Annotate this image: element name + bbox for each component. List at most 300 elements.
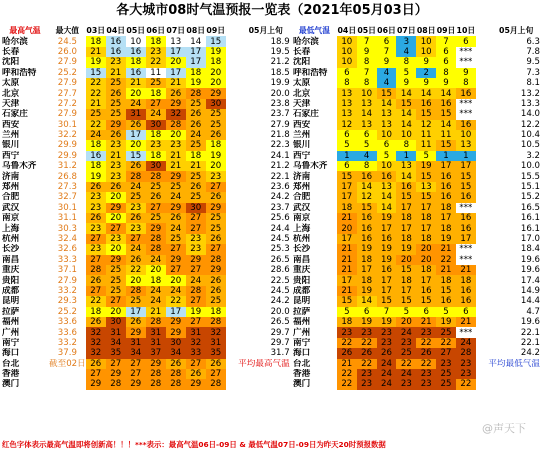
- city-name: 郑州: [2, 182, 20, 193]
- city-name: 拉萨: [2, 306, 20, 317]
- record-value: 29.9: [57, 150, 77, 161]
- spacer-cell: [226, 78, 238, 88]
- temp-cell: 23: [186, 234, 206, 244]
- temp-cell: 24: [126, 99, 146, 109]
- spacer-cell: [226, 348, 238, 358]
- temp-cell: 18: [436, 203, 456, 213]
- spacer-cell: [226, 338, 238, 348]
- temp-cell: 13: [396, 161, 416, 171]
- temp-cell: 6: [436, 57, 456, 67]
- temp-cell: 22: [416, 338, 436, 348]
- ten-day-avg: 20.0: [270, 306, 290, 317]
- temp-cell: 1: [436, 151, 456, 161]
- city-name: 西宁: [293, 150, 311, 161]
- record-value: [49, 379, 86, 389]
- temp-cell: 24: [166, 192, 186, 202]
- temp-cell: 5: [416, 151, 436, 161]
- temp-cell: 27: [126, 359, 146, 369]
- spacer-cell: [226, 265, 238, 275]
- city-name: 重庆: [2, 265, 20, 276]
- temp-cell: 32: [86, 338, 106, 348]
- temp-cell: 16: [456, 120, 476, 130]
- temp-cell: 27: [146, 203, 166, 213]
- temp-cell: 20: [396, 255, 416, 265]
- temp-cell: 20: [416, 255, 436, 265]
- temp-cell: 22: [86, 120, 106, 130]
- temp-cell: 23: [106, 140, 126, 150]
- temp-cell: 21: [126, 78, 146, 88]
- temp-cell: 18: [206, 140, 226, 150]
- spacer-cell: [226, 296, 238, 306]
- city-name: 重庆: [293, 265, 311, 276]
- temp-cell: 20: [206, 78, 226, 88]
- temp-cell: 9: [416, 57, 436, 67]
- temp-cell: 13: [166, 36, 186, 46]
- temp-cell: 16: [357, 234, 377, 244]
- temp-cell: 20: [206, 161, 226, 171]
- record-value: 33.6: [57, 317, 77, 328]
- ten-day-avg: 13.2: [520, 88, 540, 99]
- temp-cell: 21: [166, 78, 186, 88]
- temp-cell: 25: [166, 234, 186, 244]
- temp-cell: 14: [357, 182, 377, 192]
- spacer-cell: [476, 171, 489, 181]
- temp-cell: 18: [86, 161, 106, 171]
- temp-cell: 23: [357, 379, 377, 389]
- temp-cell: 12: [416, 120, 436, 130]
- spacer-cell: [476, 348, 489, 358]
- ten-day-avg: 19.9: [270, 78, 290, 89]
- ten-day-avg: 18.5: [270, 67, 290, 78]
- column-header: 09日: [436, 26, 456, 36]
- temp-cell: 24: [166, 286, 186, 296]
- temp-cell: 6: [337, 130, 357, 140]
- temp-cell: 23: [416, 369, 436, 379]
- temp-cell: 20: [206, 68, 226, 78]
- temp-cell: 32: [186, 338, 206, 348]
- table-row: [292, 369, 544, 379]
- temp-cell: 24: [186, 130, 206, 140]
- column-header: 08日: [416, 26, 436, 36]
- ten-day-avg: [488, 369, 544, 379]
- temp-cell: 18: [126, 57, 146, 67]
- temp-cell: 10: [337, 57, 357, 67]
- temp-cell: 24: [377, 369, 397, 379]
- temp-cell: 28: [146, 369, 166, 379]
- temp-cell: 22: [86, 78, 106, 88]
- city-name: 福州: [2, 317, 20, 328]
- temp-cell: 17: [357, 265, 377, 275]
- temp-cell: 25: [86, 109, 106, 119]
- temp-cell: 23: [377, 338, 397, 348]
- temp-cell: 15: [337, 171, 357, 181]
- temp-cell: 23: [106, 161, 126, 171]
- max-temp-header: 最高气温: [9, 26, 41, 36]
- temp-cell: 17: [396, 223, 416, 233]
- table-row: [292, 338, 544, 348]
- temp-cell: 27: [166, 265, 186, 275]
- column-header: [476, 26, 489, 36]
- temp-cell: 26: [126, 255, 146, 265]
- record-value: [49, 369, 86, 379]
- city-name: 台北: [293, 358, 311, 369]
- spacer-cell: [226, 182, 238, 192]
- table-row: [292, 213, 544, 223]
- temp-cell: 15: [357, 203, 377, 213]
- ten-day-avg: 9.5: [526, 57, 540, 68]
- temp-cell: 19: [377, 244, 397, 254]
- city-name: 上海: [2, 223, 20, 234]
- temp-cell: 25: [106, 275, 126, 285]
- spacer-cell: [226, 223, 238, 233]
- record-value: 26.0: [57, 46, 77, 57]
- temp-cell: 15: [396, 192, 416, 202]
- ten-day-avg: 14.9: [520, 285, 540, 296]
- temp-cell: 26: [337, 348, 357, 358]
- temp-cell: 21: [86, 99, 106, 109]
- city-name: 天津: [2, 98, 20, 109]
- temp-cell: 16: [357, 171, 377, 181]
- temp-cell: 23: [106, 234, 126, 244]
- city-name: 香港: [293, 369, 311, 380]
- temp-cell: 18: [436, 223, 456, 233]
- temp-cell: ***: [456, 203, 476, 213]
- temp-cell: 23: [206, 171, 226, 181]
- ten-day-avg: 22.5: [270, 275, 290, 286]
- record-value: 31.2: [57, 161, 77, 172]
- table-row: [1, 317, 294, 327]
- temp-cell: 26: [146, 192, 166, 202]
- temp-cell: 20: [106, 192, 126, 202]
- temp-cell: 18: [357, 275, 377, 285]
- table-row: [292, 234, 544, 244]
- temp-cell: 4: [396, 47, 416, 57]
- spacer-cell: [226, 171, 238, 181]
- temp-cell: 5: [337, 307, 357, 317]
- spacer-cell: [476, 88, 489, 98]
- spacer-cell: [476, 120, 489, 130]
- spacer-cell: [226, 57, 238, 67]
- temp-cell: 21: [456, 265, 476, 275]
- spacer-cell: [226, 88, 238, 98]
- temp-cell: 27: [186, 213, 206, 223]
- spacer-cell: [226, 369, 238, 379]
- city-name: 南宁: [293, 337, 311, 348]
- temp-cell: 22: [396, 359, 416, 369]
- temp-cell: 29: [166, 203, 186, 213]
- temp-cell: 5: [436, 307, 456, 317]
- spacer-cell: [226, 286, 238, 296]
- temp-cell: 16: [456, 192, 476, 202]
- temp-cell: 18: [186, 151, 206, 161]
- temp-cell: 25: [436, 327, 456, 337]
- spacer-cell: [226, 192, 238, 202]
- city-name: 兰州: [2, 130, 20, 141]
- temp-cell: 26: [186, 369, 206, 379]
- temp-cell: 29: [186, 379, 206, 389]
- temp-cell: 17: [377, 223, 397, 233]
- table-row: [292, 109, 544, 119]
- temp-cell: 24: [146, 109, 166, 119]
- city-name: 上海: [293, 223, 311, 234]
- temp-cell: 19: [377, 255, 397, 265]
- temp-cell: 4: [377, 68, 397, 78]
- temp-cell: 32: [166, 109, 186, 119]
- temp-cell: 14: [396, 171, 416, 181]
- table-row: [1, 109, 294, 119]
- spacer-cell: [476, 47, 489, 57]
- table-row: [292, 182, 544, 192]
- table-row: [292, 307, 544, 317]
- column-header: 08日: [186, 26, 206, 36]
- temp-cell: 29: [206, 203, 226, 213]
- temp-cell: 6: [436, 47, 456, 57]
- spacer-cell: [476, 130, 489, 140]
- temp-cell: 19: [416, 161, 436, 171]
- table-row: [1, 327, 294, 337]
- spacer-cell: [226, 130, 238, 140]
- spacer-cell: [226, 151, 238, 161]
- ten-day-avg: 26.5: [270, 254, 290, 265]
- temp-cell: 24: [166, 223, 186, 233]
- temp-cell: 25: [166, 182, 186, 192]
- city-name: 济南: [2, 171, 20, 182]
- temp-cell: 15: [396, 296, 416, 306]
- spacer-cell: [476, 78, 489, 88]
- temp-cell: 23: [396, 338, 416, 348]
- ten-day-avg: 27.9: [270, 119, 290, 130]
- temp-cell: 27: [106, 296, 126, 306]
- city-name: 银川: [293, 140, 311, 151]
- ten-day-avg: 17.0: [520, 234, 540, 244]
- temp-cell: 23: [86, 244, 106, 254]
- ten-day-avg: 16.1: [520, 213, 540, 224]
- city-name: 杭州: [2, 234, 20, 244]
- temp-cell: 28: [106, 379, 126, 389]
- table-row: [1, 88, 294, 98]
- city-name: 长春: [293, 46, 311, 57]
- temp-cell: 17: [377, 286, 397, 296]
- table-row: [1, 99, 294, 109]
- temp-cell: 37: [146, 348, 166, 358]
- spacer-cell: [476, 296, 489, 306]
- temp-cell: 24: [377, 359, 397, 369]
- temp-cell: 1: [396, 151, 416, 161]
- record-value: 24.5: [57, 36, 77, 47]
- temp-cell: 23: [86, 203, 106, 213]
- table-row: [1, 275, 294, 285]
- city-name: 沈阳: [293, 57, 311, 68]
- temp-cell: 15: [416, 192, 436, 202]
- ten-day-avg: 7.3: [526, 67, 540, 78]
- table-row: [1, 379, 294, 389]
- city-name: 西宁: [2, 150, 20, 161]
- temp-cell: 13: [357, 99, 377, 109]
- ten-day-avg: 23.7: [270, 109, 290, 120]
- table-row: [1, 296, 294, 306]
- spacer-cell: [476, 234, 489, 244]
- table-row: [292, 327, 544, 337]
- temp-cell: 23: [337, 327, 357, 337]
- spacer-cell: [476, 192, 489, 202]
- ten-day-avg: 15.2: [520, 192, 540, 203]
- record-value: 27.9: [57, 57, 77, 68]
- temp-cell: 17: [396, 286, 416, 296]
- temp-cell: 27: [166, 244, 186, 254]
- temp-cell: 25: [186, 192, 206, 202]
- city-name: 南京: [2, 213, 20, 224]
- city-name: 南京: [293, 213, 311, 224]
- temp-cell: 30: [146, 120, 166, 130]
- temp-cell: 29: [126, 379, 146, 389]
- temp-cell: 26: [126, 213, 146, 223]
- temp-cell: 23: [146, 140, 166, 150]
- temp-cell: 27: [186, 296, 206, 306]
- temp-cell: 14: [377, 99, 397, 109]
- min-temp-header: 最低气温: [298, 26, 331, 36]
- temp-cell: 20: [166, 57, 186, 67]
- temp-cell: 26: [206, 234, 226, 244]
- city-name: 南昌: [293, 254, 311, 265]
- temp-cell: 3: [396, 36, 416, 46]
- ten-day-avg: 13.3: [520, 98, 540, 109]
- spacer-cell: [226, 327, 238, 337]
- spacer-cell: [226, 307, 238, 317]
- temp-cell: 23: [86, 223, 106, 233]
- column-header: [226, 26, 238, 36]
- table-row: [292, 286, 544, 296]
- temp-cell: 26: [166, 88, 186, 98]
- temp-cell: 14: [377, 192, 397, 202]
- city-name: 天津: [293, 98, 311, 109]
- temp-cell: 10: [126, 36, 146, 46]
- temp-cell: 17: [186, 57, 206, 67]
- temp-cell: 26: [206, 130, 226, 140]
- temp-cell: 21: [337, 286, 357, 296]
- temp-cell: ***: [456, 255, 476, 265]
- record-value: 32.6: [57, 244, 77, 255]
- city-name: 贵阳: [2, 275, 20, 286]
- temp-cell: 17: [126, 307, 146, 317]
- city-name: 石家庄: [293, 109, 319, 120]
- temp-cell: 29: [186, 255, 206, 265]
- ten-day-avg: 4.7: [526, 306, 540, 317]
- temp-cell: 8: [436, 68, 456, 78]
- spacer-cell: [476, 369, 489, 379]
- temp-cell: 20: [106, 307, 126, 317]
- temp-cell: 18: [146, 275, 166, 285]
- ten-day-avg: 22.1: [520, 327, 540, 338]
- temp-cell: 7: [436, 36, 456, 46]
- temp-cell: 11: [146, 68, 166, 78]
- city-name: 贵阳: [293, 275, 311, 286]
- spacer-cell: [476, 161, 489, 171]
- temp-cell: 27: [86, 234, 106, 244]
- spacer-cell: [226, 244, 238, 254]
- temp-cell: 25: [106, 265, 126, 275]
- temp-cell: 19: [206, 151, 226, 161]
- temp-cell: 19: [396, 244, 416, 254]
- temp-cell: 23: [416, 379, 436, 389]
- temp-cell: 27: [436, 348, 456, 358]
- spacer-cell: [476, 338, 489, 348]
- temp-cell: 29: [206, 265, 226, 275]
- spacer-cell: [476, 223, 489, 233]
- temp-cell: 18: [186, 68, 206, 78]
- table-row: [1, 348, 294, 358]
- footer-note: 红色字体表示最高气温即将创新高！！！***表示：最高气温06日-09日 & 最低气温07日-09日为昨天20时预报数据: [2, 440, 386, 449]
- table-row: [292, 192, 544, 202]
- temp-cell: 7: [357, 36, 377, 46]
- temp-cell: 24: [377, 379, 397, 389]
- temp-cell: 25: [146, 213, 166, 223]
- table-row: [1, 151, 294, 161]
- temp-cell: 14: [186, 36, 206, 46]
- temp-cell: ***: [456, 244, 476, 254]
- temp-cell: 26: [166, 213, 186, 223]
- temp-cell: 28: [166, 120, 186, 130]
- temp-cell: 29: [166, 255, 186, 265]
- temp-cell: 25: [436, 369, 456, 379]
- ten-day-avg: 31.7: [270, 348, 290, 359]
- temp-cell: 29: [86, 379, 106, 389]
- spacer-cell: [226, 203, 238, 213]
- temp-cell: 5: [377, 151, 397, 161]
- ten-day-avg: 21.8: [270, 130, 290, 141]
- spacer-cell: [476, 57, 489, 67]
- temp-cell: 29: [146, 223, 166, 233]
- ten-day-avg: 24.2: [270, 192, 290, 203]
- temp-cell: 22: [357, 338, 377, 348]
- city-name: 乌鲁木齐: [293, 161, 328, 172]
- city-name: 沈阳: [2, 57, 20, 68]
- temp-cell: 17: [436, 213, 456, 223]
- temp-cell: 16: [377, 265, 397, 275]
- city-name: 呼和浩特: [2, 67, 37, 78]
- temp-cell: 21: [166, 161, 186, 171]
- temp-cell: 23: [126, 203, 146, 213]
- ten-day-avg: 平均最低气温: [488, 358, 540, 369]
- temp-cell: 6: [377, 36, 397, 46]
- temp-cell: 28: [146, 171, 166, 181]
- temp-cell: ***: [456, 109, 476, 119]
- temp-cell: 18: [396, 213, 416, 223]
- table-row: [292, 68, 544, 78]
- ten-day-avg: 18.9: [270, 36, 290, 47]
- temp-cell: 10: [337, 47, 357, 57]
- temp-cell: 23: [436, 359, 456, 369]
- ten-day-avg: 19.6: [520, 265, 540, 276]
- temp-cell: 31: [126, 338, 146, 348]
- temp-cell: 24: [86, 130, 106, 140]
- temp-cell: 13: [337, 99, 357, 109]
- temp-cell: 31: [146, 338, 166, 348]
- temp-cell: 13: [337, 109, 357, 119]
- spacer-cell: [226, 359, 238, 369]
- temp-cell: 28: [206, 255, 226, 265]
- temp-cell: 20: [146, 265, 166, 275]
- record-value: 32.4: [57, 234, 77, 244]
- temp-cell: 19: [436, 234, 456, 244]
- city-name: 海口: [2, 348, 20, 359]
- table-row: [1, 213, 294, 223]
- temp-cell: 26: [377, 348, 397, 358]
- temp-cell: 26: [126, 317, 146, 327]
- table-row: [292, 78, 544, 88]
- temp-cell: 18: [456, 275, 476, 285]
- spacer-cell: [476, 307, 489, 317]
- temp-cell: 30: [106, 317, 126, 327]
